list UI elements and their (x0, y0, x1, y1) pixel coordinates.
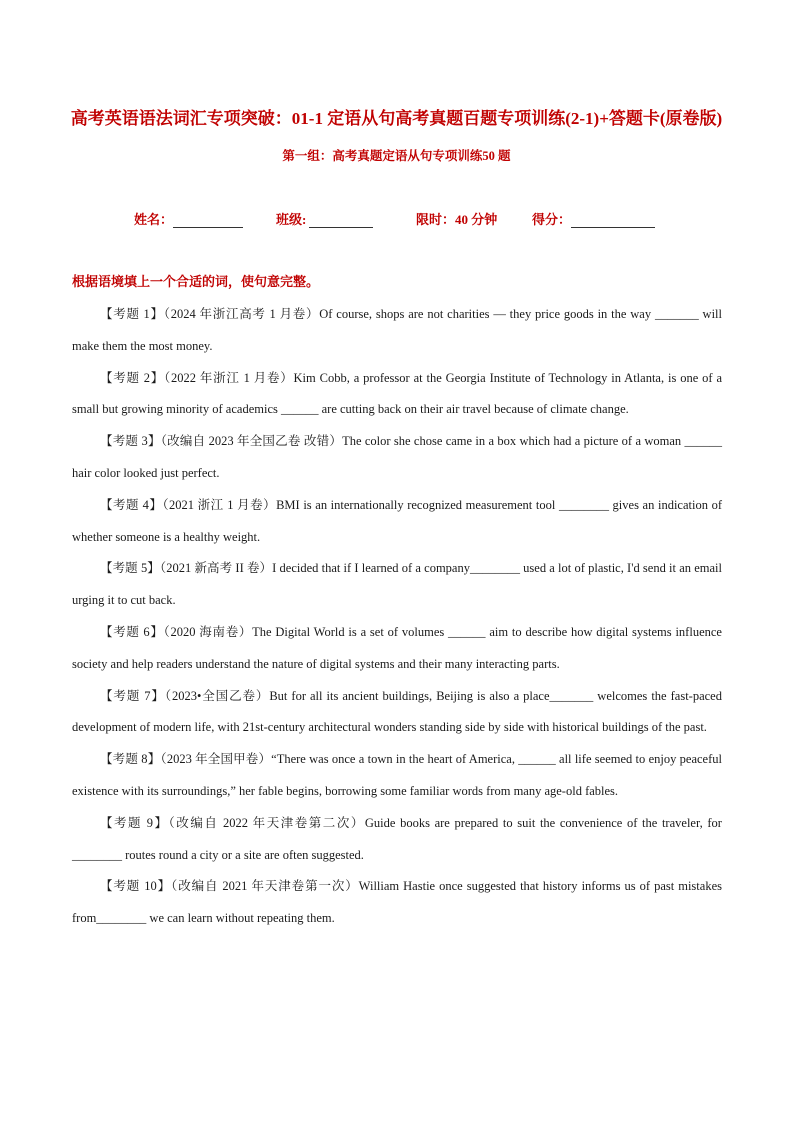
question-label: 【考题 8】 (100, 752, 161, 767)
question-text: Of course, shops are not charities — they price goods in the way _______ will make them the most money. (72, 307, 722, 353)
name-blank (173, 213, 243, 228)
time-limit: 限时：40 分钟 (416, 212, 498, 227)
question-text: But for all its ancient buildings, Beijing is also a place_______ welcomes the fast-paced development of modern life, with 21st-century architectural wonders standing side by side with historical buildings of the past. (72, 688, 722, 735)
question-item (72, 744, 722, 808)
question-label: 【考题 2】 (100, 370, 164, 385)
question-text: The Digital World is a set of volumes ______ aim to describe how digital systems influence society and help readers understand the nature of digital systems and their many interacting parts. (72, 624, 722, 671)
question-text: William Hastie once suggested that history informs us of past mistakes from________ we can learn without repeating them. (72, 879, 722, 926)
question-item (72, 426, 722, 490)
question-label: 【考题 9】 (100, 815, 169, 830)
instruction-text: 根据语境填上一个合适的词，使句意完整。 (72, 274, 320, 289)
question-source: （改编自 2023 年全国乙卷 改错） (160, 434, 343, 449)
question-list (72, 299, 722, 935)
question-source: （改编自 2021 年天津卷第一次） (171, 879, 359, 894)
score-field (532, 209, 655, 228)
question-label: 【考题 7】 (100, 688, 165, 703)
question-label: 【考题 4】 (100, 497, 163, 512)
class-blank (309, 213, 373, 228)
question-source: （2023 年全国甲卷） (160, 752, 272, 767)
question-item (72, 363, 722, 427)
question-text: The color she chose came in a box which had a picture of a woman ______ hair color looked just perfect. (72, 434, 722, 480)
score-blank (571, 213, 655, 228)
question-item (72, 617, 722, 681)
question-item (72, 871, 722, 935)
question-source: （2021 浙江 1 月卷） (162, 497, 277, 512)
question-source: （2020 海南卷） (163, 624, 253, 639)
question-label: 【考题 6】 (100, 624, 164, 639)
question-text: Guide books are prepared to suit the convenience of the traveler, for ________ routes round a city or a site are often suggested. (72, 815, 722, 862)
question-source: （2024 年浙江高考 1 月卷） (163, 307, 320, 321)
question-item (72, 299, 722, 363)
score-label: 得分： (532, 212, 572, 227)
question-text: I decided that if I learned of a company________ used a lot of plastic, I'd send it an email urging it to cut back. (72, 561, 722, 608)
document-subtitle: 第一组：高考真题定语从句专项训练50 题 (282, 149, 511, 163)
question-source: （2023•全国乙卷） (164, 688, 270, 703)
class-field (276, 209, 373, 228)
question-label: 【考题 5】 (100, 561, 160, 576)
question-label: 【考题 1】 (100, 307, 164, 321)
question-item (72, 808, 722, 872)
question-label: 【考题 3】 (100, 434, 161, 449)
question-text: “There was once a town in the heart of America, ______ all life seemed to enjoy peaceful existence with its surroundings,” her fable begins, borrowing some familiar words from many age-old fables. (72, 752, 722, 798)
document-title: 高考英语语法词汇专项突破：01-1 定语从句高考真题百题专项训练(2-1)+答题卡(原卷版) (70, 109, 723, 128)
class-label: 班级: (276, 212, 307, 227)
name-field (134, 209, 243, 228)
question-text: Kim Cobb, a professor at the Georgia Institute of Technology in Atlanta, is one of a small but growing minority of academics ______ are cutting back on their air travel because of climate change. (72, 370, 722, 417)
question-item (72, 681, 722, 745)
question-item (72, 553, 722, 617)
question-source: （2021 新高考 II 卷） (159, 561, 273, 576)
question-text: BMI is an internationally recognized measurement tool ________ gives an indication of whether someone is a healthy weight. (72, 497, 722, 544)
name-label: 姓名： (134, 212, 174, 227)
question-source: （2022 年浙江 1 月卷） (163, 370, 294, 385)
question-item (72, 490, 722, 554)
question-source: （改编自 2022 年天津卷第二次） (168, 815, 365, 830)
question-label: 【考题 10】 (100, 879, 172, 894)
